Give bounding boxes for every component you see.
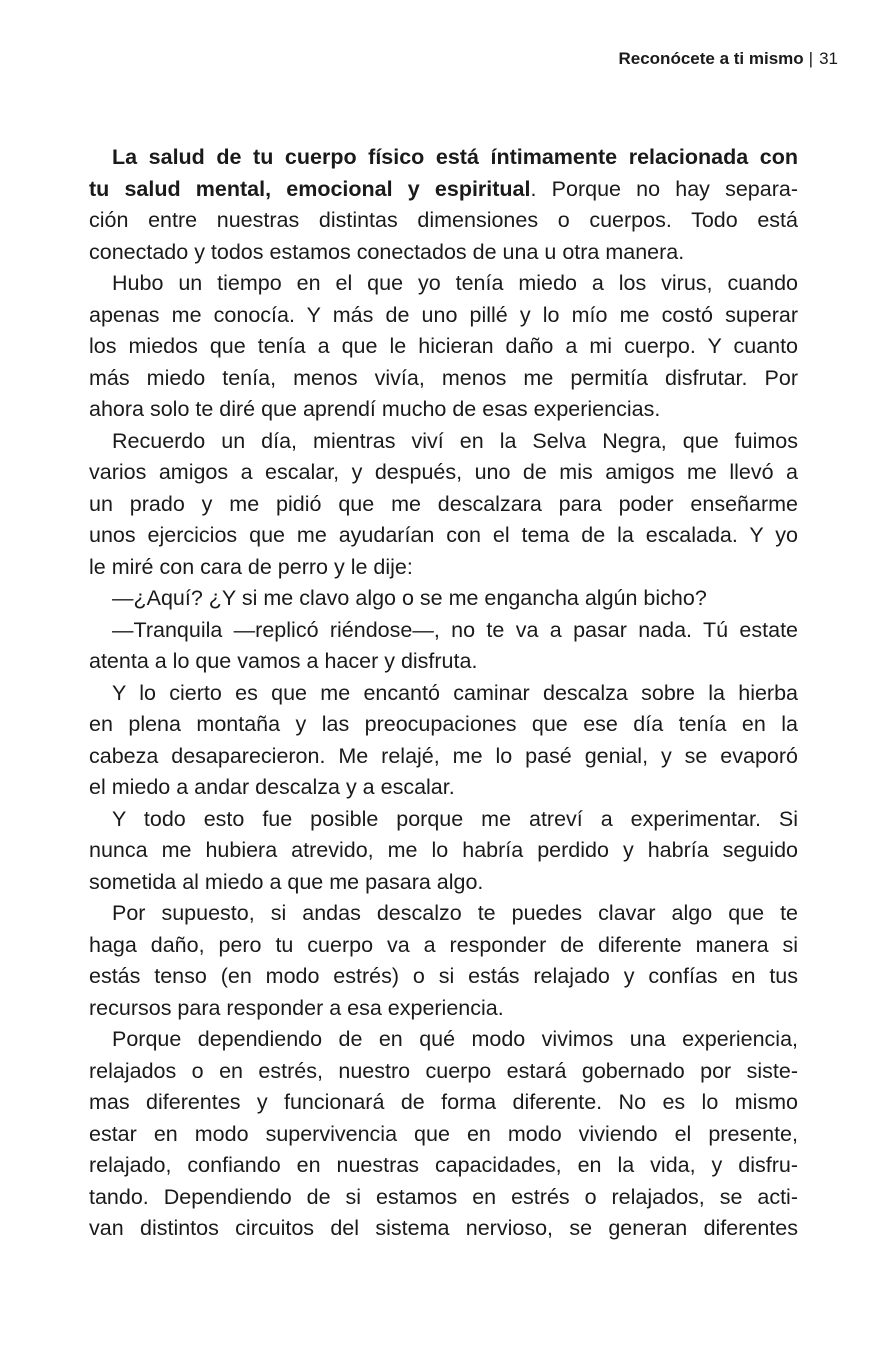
text-line: en plena montaña y las preocupaciones que ese día tenía en la (89, 712, 798, 736)
body-text (89, 142, 798, 1245)
running-header (618, 48, 838, 70)
text-line: apenas me conocía. Y más de uno pillé y lo mío me costó superar (89, 302, 798, 327)
text-line: nunca me hubiera atrevido, me lo habría perdido y habría seguido (89, 838, 798, 862)
text-line: cabeza desaparecieron. Me relajé, me lo pasé genial, y se evaporó (89, 743, 798, 768)
text-line: mas diferentes y funcionará de forma diferente. No es lo mismo (89, 1090, 798, 1114)
text-line: relajado, confiando en nuestras capacidades, en la vida, y disfru- (89, 1153, 798, 1177)
text-line: recursos para responder a esa experiencia. (89, 995, 504, 1020)
text-line: estás tenso (en modo estrés) o si estás relajado y confías en tus (89, 964, 798, 988)
text-line: el miedo a andar descalza y a escalar. (89, 775, 455, 799)
text-line: varios amigos a escalar, y después, uno de mis amigos me llevó a (89, 460, 798, 484)
text-line: Por supuesto, si andas descalzo te puedes clavar algo que te (112, 901, 798, 925)
header-separator: | (808, 49, 814, 68)
text-line: los miedos que tenía a que le hicieran daño a mi cuerpo. Y cuanto (89, 334, 798, 358)
bold-phrase: La salud de tu cuerpo físico está íntimamente relacionada con (112, 145, 798, 169)
text-line: estar en modo supervivencia que en modo viviendo el presente, (89, 1121, 798, 1146)
text-line: tu salud mental, emocional y espiritual. Porque no hay separa- (89, 176, 798, 201)
text-line: Hubo un tiempo en el que yo tenía miedo a los virus, cuando (112, 271, 798, 295)
text-line: —Tranquila —replicó riéndose—, no te va a pasar nada. Tú estate (112, 617, 798, 642)
text-line: Recuerdo un día, mientras viví en la Selva Negra, que fuimos (112, 428, 798, 453)
text-line: le miré con cara de perro y le dije: (89, 554, 413, 579)
text-line: Y lo cierto es que me encantó caminar descalza sobre la hierba (112, 680, 798, 705)
text-line: Porque dependiendo de en qué modo vivimos una experiencia, (112, 1027, 798, 1051)
bold-phrase: tu salud mental, emocional y espiritual (89, 176, 531, 201)
text-line (89, 142, 798, 174)
text-line: atenta a lo que vamos a hacer y disfruta. (89, 649, 478, 673)
text-line: haga daño, pero tu cuerpo va a responder de diferente manera si (89, 932, 798, 957)
running-title: Reconócete a ti mismo (618, 49, 804, 68)
text-line: ción entre nuestras distintas dimensiones o cuerpos. Todo está (89, 208, 798, 232)
text-line: un prado y me pidió que me descalzara para poder enseñarme (89, 491, 798, 516)
text-line: conectado y todos estamos conectados de una u otra manera. (89, 239, 685, 264)
page-number: 31 (819, 49, 838, 68)
text-line: ahora solo te diré que aprendí mucho de esas experiencias. (89, 397, 661, 421)
text-line: unos ejercicios que me ayudarían con el tema de la escalada. Y yo (89, 523, 798, 547)
text-line: van distintos circuitos del sistema nervioso, se generan diferentes (89, 1216, 798, 1240)
text-line: tando. Dependiendo de si estamos en estrés o relajados, se acti- (89, 1184, 798, 1209)
text-line: Y todo esto fue posible porque me atreví a experimentar. Si (112, 806, 798, 831)
text-line: sometida al miedo a que me pasara algo. (89, 869, 484, 894)
text-line: más miedo tenía, menos vivía, menos me permitía disfrutar. Por (89, 365, 798, 390)
text-line: —¿Aquí? ¿Y si me clavo algo o se me engancha algún bicho? (112, 586, 707, 610)
text-line: relajados o en estrés, nuestro cuerpo estará gobernado por siste- (89, 1058, 798, 1083)
